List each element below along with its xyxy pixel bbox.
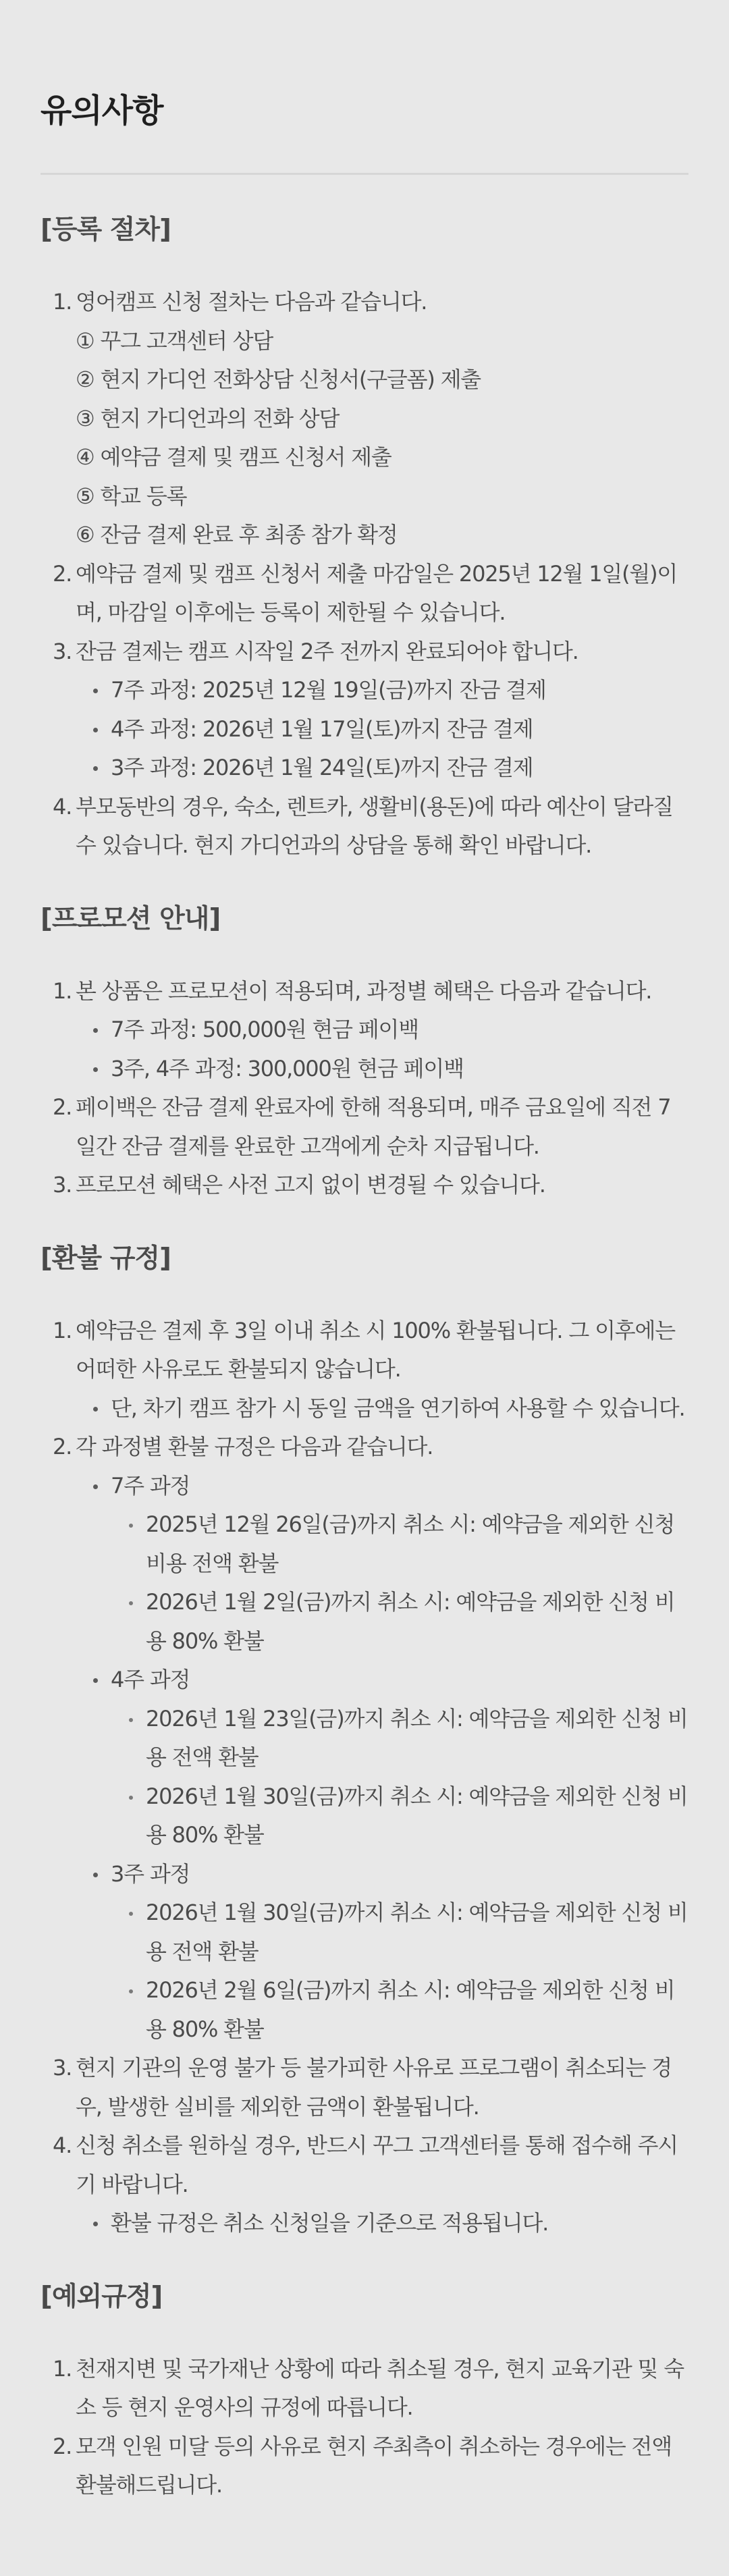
list-item bbox=[40, 2427, 688, 2505]
section-heading: [등록 절차] bbox=[40, 215, 171, 245]
step-item: ③ 현지 가디언과의 전화 상담 bbox=[76, 405, 340, 431]
course-group bbox=[76, 1855, 688, 2049]
refund-rule-item: 2026년 1월 2일(금)까지 취소 시: 예약금을 제외한 신청 비용 80% 환불 bbox=[111, 1583, 688, 1661]
bullet-list bbox=[76, 1389, 688, 1428]
list-item bbox=[40, 555, 688, 633]
bullet-item: 3주, 4주 과정: 300,000원 현금 페이백 bbox=[76, 1050, 688, 1089]
item-number: 2. bbox=[53, 1094, 72, 1120]
refund-rule-list bbox=[111, 1505, 688, 1661]
item-number: 1. bbox=[53, 289, 72, 315]
section-promotion bbox=[40, 899, 688, 1205]
list-item bbox=[40, 788, 688, 865]
refund-rule-item: 2025년 12월 26일(금)까지 취소 시: 예약금을 제외한 신청비용 전액 환불 bbox=[111, 1505, 688, 1583]
list-item bbox=[40, 1312, 688, 1428]
section-refund bbox=[40, 1239, 688, 2243]
list-item bbox=[40, 972, 688, 1089]
step-item: ⑤ 학교 등록 bbox=[76, 483, 187, 509]
bullet-item: 7주 과정: 2025년 12월 19일(금)까지 잔금 결제 bbox=[76, 671, 688, 710]
refund-rule-item: 2026년 1월 30일(금)까지 취소 시: 예약금을 제외한 신청 비용 전액 환불 bbox=[111, 1894, 688, 1971]
course-group-list bbox=[76, 1467, 688, 2049]
step-item: ① 꾸그 고객센터 상담 bbox=[76, 327, 273, 354]
item-number: 3. bbox=[53, 2055, 72, 2081]
item-text: 예약금 결제 및 캠프 신청서 제출 마감일은 2025년 12월 1일(월)이며, 마감일 이후에는 등록이 제한될 수 있습니다. bbox=[76, 560, 678, 625]
bullet-list bbox=[76, 671, 688, 788]
item-text: 잔금 결제는 캠프 시작일 2주 전까지 완료되어야 합니다. bbox=[76, 638, 578, 664]
step-item: ② 현지 가디언 전화상담 신청서(구글폼) 제출 bbox=[76, 367, 481, 392]
section-registration bbox=[40, 210, 688, 865]
item-number: 1. bbox=[53, 2355, 72, 2382]
item-number: 3. bbox=[53, 1172, 72, 1198]
section-heading: [프로모션 안내] bbox=[40, 903, 221, 934]
list-item bbox=[40, 1166, 688, 1205]
section-heading: [예외규정] bbox=[40, 2281, 163, 2312]
course-group bbox=[76, 1661, 688, 1855]
item-text: 천재지변 및 국가재난 상황에 따라 취소될 경우, 현지 교육기관 및 숙소 등 현지 운영사의 규정에 따릅니다. bbox=[76, 2355, 684, 2420]
refund-rule-list bbox=[111, 1700, 688, 1855]
item-number: 3. bbox=[53, 638, 72, 664]
step-item: ⑥ 잔금 결제 완료 후 최종 참가 확정 bbox=[76, 522, 398, 547]
refund-rule-list bbox=[111, 1894, 688, 2049]
refund-rule-item: 2026년 2월 6일(금)까지 취소 시: 예약금을 제외한 신청 비용 80% 환불 bbox=[111, 1971, 688, 2049]
item-text: 페이백은 잔금 결제 완료자에 한해 적용되며, 매주 금요일에 직전 7일간 잔금 결제를 완료한 고객에게 순차 지급됩니다. bbox=[76, 1094, 671, 1159]
item-text: 각 과정별 환불 규정은 다음과 같습니다. bbox=[76, 1434, 433, 1459]
section-heading: [환불 규정] bbox=[40, 1243, 171, 1274]
bullet-item: 단, 차기 캠프 참가 시 동일 금액을 연기하여 사용할 수 있습니다. bbox=[76, 1389, 688, 1428]
course-group bbox=[76, 1467, 688, 1661]
list-item bbox=[40, 1428, 688, 2049]
item-number: 2. bbox=[53, 2433, 72, 2459]
item-number: 1. bbox=[53, 977, 72, 1004]
exception-list bbox=[40, 2350, 688, 2505]
item-text: 현지 기관의 운영 불가 등 불가피한 사유로 프로그램이 취소되는 경우, 발생한 실비를 제외한 금액이 환불됩니다. bbox=[76, 2055, 672, 2120]
list-item bbox=[40, 633, 688, 788]
bullet-item: 4주 과정: 2026년 1월 17일(토)까지 잔금 결제 bbox=[76, 710, 688, 749]
item-text: 부모동반의 경우, 숙소, 렌트카, 생활비(용돈)에 따라 예산이 달라질 수 있습니다. 현지 가디언과의 상담을 통해 확인 바랍니다. bbox=[76, 793, 673, 858]
item-text: 모객 인원 미달 등의 사유로 현지 주최측이 취소하는 경우에는 전액 환불해드립니다. bbox=[76, 2433, 672, 2498]
step-item: ④ 예약금 결제 및 캠프 신청서 제출 bbox=[76, 444, 392, 470]
item-text: 프로모션 혜택은 사전 고지 없이 변경될 수 있습니다. bbox=[76, 1172, 545, 1198]
item-number: 4. bbox=[53, 2132, 72, 2158]
course-label: 3주 과정 bbox=[111, 1860, 190, 1887]
item-text: 본 상품은 프로모션이 적용되며, 과정별 혜택은 다음과 같습니다. bbox=[76, 977, 652, 1004]
item-number: 2. bbox=[53, 560, 72, 587]
list-item bbox=[40, 2049, 688, 2126]
course-label: 7주 과정 bbox=[111, 1472, 190, 1499]
list-item bbox=[40, 1088, 688, 1166]
title-divider bbox=[40, 173, 688, 175]
course-label: 4주 과정 bbox=[111, 1667, 190, 1692]
bullet-item: 7주 과정: 500,000원 현금 페이백 bbox=[76, 1011, 688, 1050]
refund-rule-item: 2026년 1월 23일(금)까지 취소 시: 예약금을 제외한 신청 비용 전액 환불 bbox=[111, 1700, 688, 1777]
item-number: 4. bbox=[53, 793, 72, 820]
item-number: 1. bbox=[53, 1317, 72, 1343]
registration-list bbox=[40, 283, 688, 865]
bullet-item: 3주 과정: 2026년 1월 24일(토)까지 잔금 결제 bbox=[76, 749, 688, 788]
section-exceptions bbox=[40, 2277, 688, 2505]
bullet-list bbox=[76, 2204, 688, 2243]
item-text: 신청 취소를 원하실 경우, 반드시 꾸그 고객센터를 통해 접수해 주시기 바랍니다. bbox=[76, 2132, 678, 2197]
page-title: 유의사항 bbox=[40, 92, 163, 130]
list-item bbox=[40, 283, 688, 555]
list-item bbox=[40, 2350, 688, 2427]
refund-list bbox=[40, 1312, 688, 2243]
promotion-list bbox=[40, 972, 688, 1205]
item-number: 2. bbox=[53, 1434, 72, 1459]
list-item bbox=[40, 2126, 688, 2243]
bullet-list bbox=[76, 1011, 688, 1088]
item-text: 예약금은 결제 후 3일 이내 취소 시 100% 환불됩니다. 그 이후에는 어떠한 사유로도 환불되지 않습니다. bbox=[76, 1317, 675, 1382]
bullet-item: 환불 규정은 취소 신청일을 기준으로 적용됩니다. bbox=[76, 2204, 688, 2243]
item-text: 영어캠프 신청 절차는 다음과 같습니다. bbox=[76, 289, 427, 315]
refund-rule-item: 2026년 1월 30일(금)까지 취소 시: 예약금을 제외한 신청 비용 80% 환불 bbox=[111, 1777, 688, 1855]
